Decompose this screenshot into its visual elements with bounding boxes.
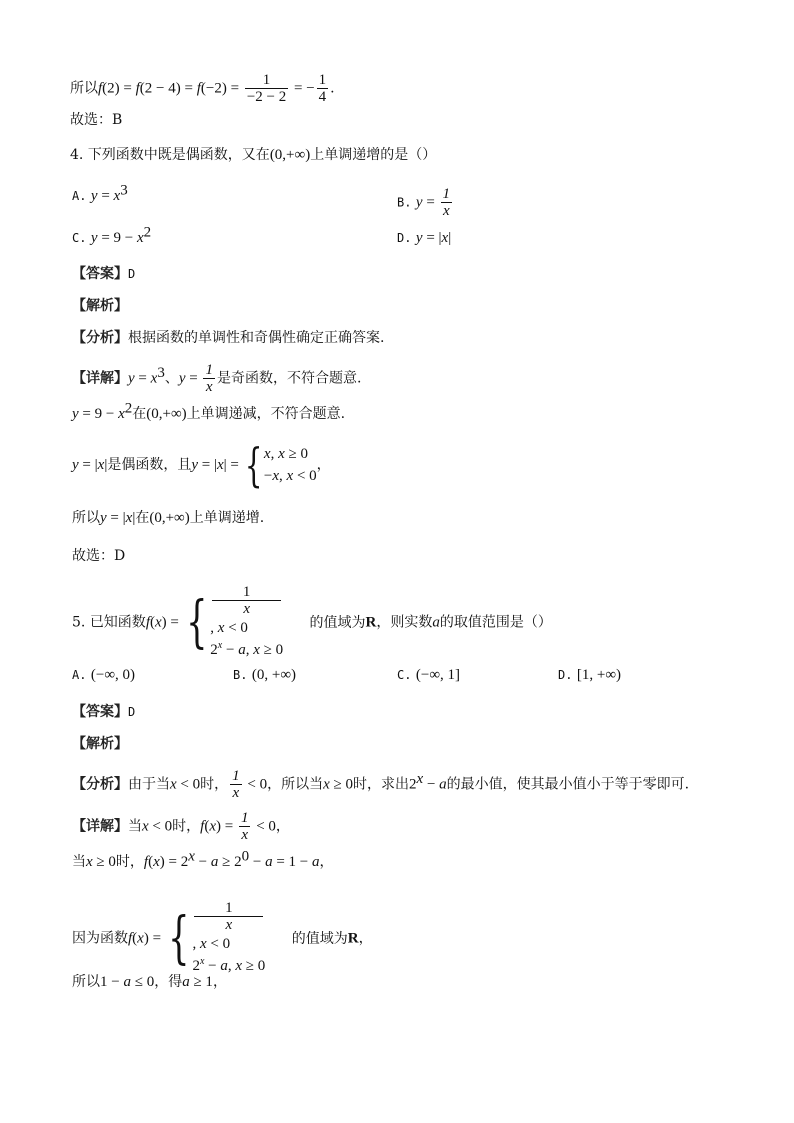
q5-detail-2: 当x ≥ 0时，$f(x) = 2^x - a \ge 2^0 - a = 1 - a$， xyxy=(72,848,334,870)
q5-option-b: B. (0, +∞) xyxy=(233,667,297,683)
q5-detail-1: 【详解】当x < 0时，f(x) = $\frac{1}{x}$ < 0， xyxy=(72,810,290,843)
q4-detail-2: $y = 9 - x^2$在(0,+∞)上单调递减，不符合题意. xyxy=(72,400,346,422)
q5-option-a: A. (−∞, 0) xyxy=(72,667,136,683)
q4-fenxi: 【分析】根据函数的单调性和奇偶性确定正确答案. xyxy=(72,330,385,346)
q4-option-c: C. $y = 9 - x^2$ xyxy=(72,224,152,246)
q4-option-d: D. y = |x| xyxy=(397,230,452,246)
solution-line-f2: 所以f(2) = f(2 − 4) = f(−2) = $\frac{1}{-2 - 2}$ = − $\frac{1}{4}$ . xyxy=(70,72,335,105)
choose-b: 故选：B xyxy=(70,112,123,128)
q4-option-b: B. y = $\frac{1}{x}$ xyxy=(397,186,451,219)
q4-detail-4: 所以y = |x|在(0,+∞)上单调递增. xyxy=(72,510,265,526)
q4-analysis-tag: 【解析】 xyxy=(72,298,128,314)
q5-option-d: D. [1, +∞) xyxy=(558,667,622,683)
q4-detail-3: y = |x|是偶函数，且y = |x| = { x, x ≥ 0 −x, x < 0 ， xyxy=(72,438,331,492)
q5-answer: 【答案】D xyxy=(72,704,136,720)
q5-option-c: C. (−∞, 1] xyxy=(397,667,461,683)
choose-d-q4: 故选：D xyxy=(72,548,126,564)
q5-detail-4: 所以1 − a ≤ 0，得a ≥ 1， xyxy=(72,974,227,990)
question-4: 4. 下列函数中既是偶函数，又在(0,+∞)上单调递增的是（） xyxy=(70,147,437,163)
q4-option-a: A. $y = x^3$ xyxy=(72,182,128,204)
q5-analysis-tag: 【解析】 xyxy=(72,736,128,752)
q5-detail-3: 因为函数f(x) = { 1 x , x < 0 $2^x - a$, x ≥ 0 的值域为R， xyxy=(72,900,373,974)
q4-answer: 【答案】D xyxy=(72,266,136,282)
question-5: 5. 已知函数f(x) = { 1 x , x < 0 $2^x - a$, x ≥ 0 的值域为R，则实数a的取值范围是（） xyxy=(72,584,552,658)
q5-fenxi: 【分析】由于当x < 0时， $\frac{1}{x}$ < 0，所以当x ≥ 0时，求出$2^x - a$的最小值，使其最小值小于等于零即可. xyxy=(72,768,690,801)
q4-detail-1: 【详解】$y = x^3$、y = $\frac{1}{x}$ 是奇函数，不符合题意. xyxy=(72,362,362,395)
